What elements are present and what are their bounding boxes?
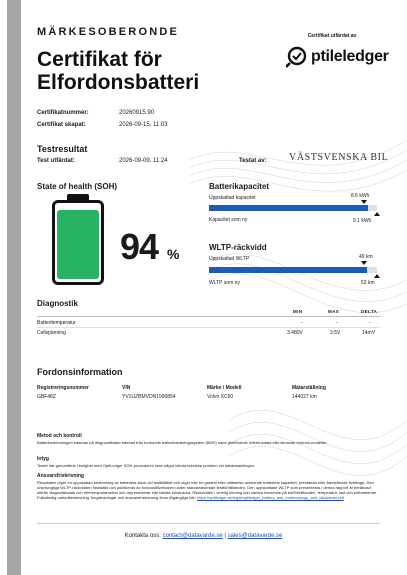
range-new-value: 52 km [361, 280, 375, 286]
capacity-new-value: 9.1 kWh [353, 218, 372, 224]
diagnostics-row-delta: - [369, 320, 371, 326]
capacity-new-label: Kapacitet som ny [209, 217, 248, 223]
diagnostics-row-name: Cellspänning [37, 330, 66, 336]
method-title: Metod och kontroll [37, 433, 82, 439]
test-date: 2026-09-09, 11:24 [119, 158, 168, 164]
disclaimer-title: Ansvarsfriskrivning [37, 473, 84, 479]
logo-wordmark: ptileledger [311, 48, 389, 65]
methodology-link[interactable]: https://optiledger.se/legal/optiledger_battery_test_methodology_and_disclaimer.pdf [197, 495, 344, 501]
reg-value: GBF48Z [37, 394, 56, 400]
test-heading: Testresultat [37, 144, 88, 154]
range-estimated-label: Uppskattad WLTP [209, 256, 250, 262]
certificate-number-label: Certifikatnummer: [37, 110, 89, 116]
model-label: Märke / Modell [207, 385, 242, 391]
footer-divider [37, 523, 380, 524]
tested-at-logo: VÄSTSVENSKA BIL [289, 152, 389, 163]
range-estimated-value: 49 km [359, 254, 373, 260]
optiledger-logo [286, 44, 389, 70]
model-value: Volvo XC60 [207, 394, 234, 400]
vin-label: VIN [122, 385, 131, 391]
diagnostics-row-min: - [301, 320, 303, 326]
certificate-created: 2026-09-15, 11:03 [119, 122, 168, 128]
magnifier-check-icon [286, 45, 310, 69]
diagnostics-row-name: Batteritemperatur [37, 320, 76, 326]
range-new-label: WLTP som ny [209, 280, 240, 286]
diagnostics-row-divider [37, 327, 380, 328]
battery-level-fill [57, 210, 99, 279]
diagnostics-row-min: 3.480V [287, 330, 303, 336]
range-bar-fill [209, 267, 367, 273]
vehicle-heading: Fordonsinformation [37, 367, 123, 377]
soh-heading: State of health (SOH) [37, 182, 118, 191]
capacity-estimated-marker [361, 200, 367, 204]
range-heading: WLTP-räckvidd [209, 243, 267, 252]
odometer-value: 144027 km [292, 394, 317, 400]
tested-at-label: Testat av: [239, 158, 267, 164]
title-line-2: Elfordonsbatteri [37, 71, 200, 94]
capacity-estimated-label: Uppskattad kapacitet [209, 195, 256, 201]
certificate-number: 20260915.90 [119, 110, 155, 116]
test-date-label: Test utfärdat: [37, 158, 75, 164]
disclaimer-block [37, 480, 380, 500]
footer-contact [0, 533, 407, 539]
sales-email-link[interactable]: sales@datavarde.se [227, 533, 283, 539]
brand-tagline: MÄRKESOBERONDE [37, 26, 180, 38]
soh-value: 94 [120, 226, 159, 267]
diagnostics-row-max: - [336, 320, 338, 326]
odometer-label: Mätarställning [292, 385, 326, 391]
diagnostics-row-max: 3.5V [330, 330, 341, 336]
diagnostics-col-min: MIN [293, 309, 303, 314]
cert-title: Intyg [37, 456, 49, 462]
decorative-stripes [7, 0, 21, 575]
capacity-new-marker [374, 212, 380, 216]
diagnostics-col-max: MAX [328, 309, 340, 314]
contact-email-link[interactable]: contact@datavarde.se [162, 533, 223, 539]
range-estimated-marker [361, 261, 367, 265]
soh-unit: % [167, 246, 180, 262]
reg-label: Registreringsnummer [37, 385, 89, 391]
contact-separator: | [224, 533, 226, 539]
issuer-label: Certifikat utfärdat av [307, 33, 357, 39]
capacity-heading: Batterikapacitet [209, 182, 270, 191]
disclaimer-text: Resultaten utgör en uppskattad bedömning av batteriets skick vid testtillfället och utgör inte en garanti eller utfästelse avseende batteriets kapacitet, prestanda eller återstående livslängd. Den ursprungliga WLTP-räckvidden fastställs och publiceras av fordonstillverkaren under standardiserade testförhållanden. Den uppskattade WLTP som presenteras i denna rapport är beräknad utifrån diagnostikdata och referensparametrar och representerar inte faktisk körsträcka. Räckvidden i verklig körning kan variera beroende på körförhållanden, temperatur, last och körbeteende. Fullständig metodbeskrivning, begränsningar och ansvarsfriskrivning finns tillgängliga här: [37, 480, 378, 501]
method-text: Batteribedömningen baseras på diagnostikdata hämtad från fordonets batterihanteringssystem (BMS) samt jämförande referensdata från liknande fordons-modeller. [37, 440, 328, 445]
contact-label: Kontakta oss: [124, 533, 161, 539]
certificate-created-label: Certifikat skapat: [37, 122, 86, 128]
vin-value: YV1UZBMVDN1990854 [122, 394, 176, 400]
capacity-bar-fill [209, 205, 368, 211]
range-new-marker [374, 274, 380, 278]
cert-text: Testet har genomförts i enlighet med OptiLedger SOH-proceduren utan några kända tekniska problem vid datainsamlingen. [37, 463, 256, 468]
capacity-bar [209, 205, 377, 211]
range-bar [209, 267, 377, 273]
diagnostics-divider [37, 316, 380, 317]
page-title [37, 48, 199, 94]
title-line-1: Certifikat för [37, 48, 162, 71]
diagnostics-row-delta: 14mV [362, 330, 376, 336]
capacity-estimated-value: 8.6 kWh [351, 193, 370, 199]
diagnostics-col-delta: DELTA [361, 309, 378, 314]
diagnostics-heading: Diagnostik [37, 299, 78, 308]
